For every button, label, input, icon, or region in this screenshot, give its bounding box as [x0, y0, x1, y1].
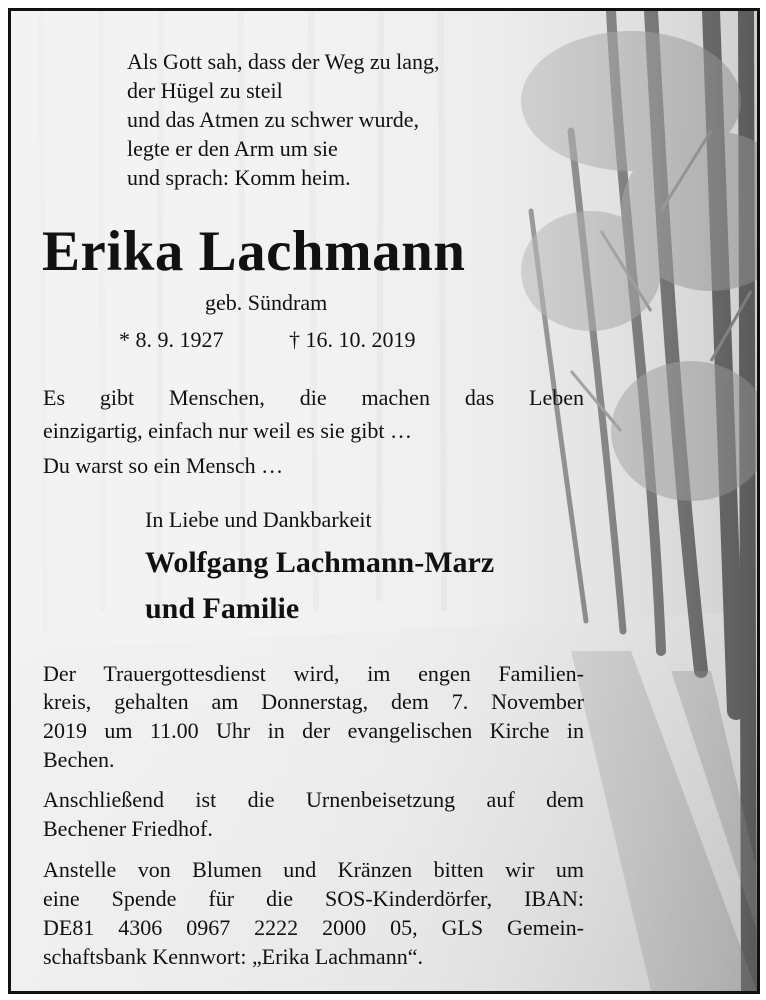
- quote-line: Du warst so ein Mensch …: [43, 453, 284, 478]
- poem-line: der Hügel zu steil: [127, 78, 283, 103]
- poem-line: legte er den Arm um sie: [127, 136, 338, 161]
- poem-line: und das Atmen zu schwer wurde,: [127, 107, 420, 132]
- service-line: Bechen.: [43, 747, 115, 772]
- birth-date: * 8. 9. 1927: [119, 327, 224, 352]
- quote-line: Es gibt Menschen, die machen das Leben: [43, 385, 584, 410]
- obituary-text: [11, 11, 757, 991]
- death-date: † 16. 10. 2019: [289, 327, 416, 352]
- service-line: Der Trauergottesdienst wird, im engen Familien-: [43, 661, 584, 686]
- donation-line: eine Spende für die SOS-Kinderdörfer, IBAN:: [43, 886, 584, 911]
- service-line: 2019 um 11.00 Uhr in der evangelischen Kirche in: [43, 718, 584, 743]
- mourners-name: Wolfgang Lachmann-Marz: [145, 546, 495, 579]
- poem-line: und sprach: Komm heim.: [127, 165, 351, 190]
- quote-line: einzigartig, einfach nur weil es sie gibt …: [43, 418, 412, 443]
- obituary-frame: [8, 8, 760, 994]
- donation-line: DE81 4306 0967 2222 2000 05, GLS Gemein-: [43, 915, 584, 940]
- donation-line: Anstelle von Blumen und Kränzen bitten wir um: [43, 857, 584, 882]
- poem-line: Als Gott sah, dass der Weg zu lang,: [127, 49, 440, 74]
- deceased-name: Erika Lachmann: [42, 220, 466, 283]
- birth-name: geb. Sündram: [205, 290, 328, 315]
- burial-line: Bechener Friedhof.: [43, 816, 213, 841]
- service-line: kreis, gehalten am Donnerstag, dem 7. November: [43, 689, 584, 714]
- donation-line: schaftsbank Kennwort: „Erika Lachmann“.: [43, 944, 423, 969]
- mourners-family: und Familie: [145, 592, 300, 625]
- mourners-intro: In Liebe und Dankbarkeit: [145, 507, 372, 532]
- burial-line: Anschließend ist die Urnenbeisetzung auf dem: [43, 787, 584, 812]
